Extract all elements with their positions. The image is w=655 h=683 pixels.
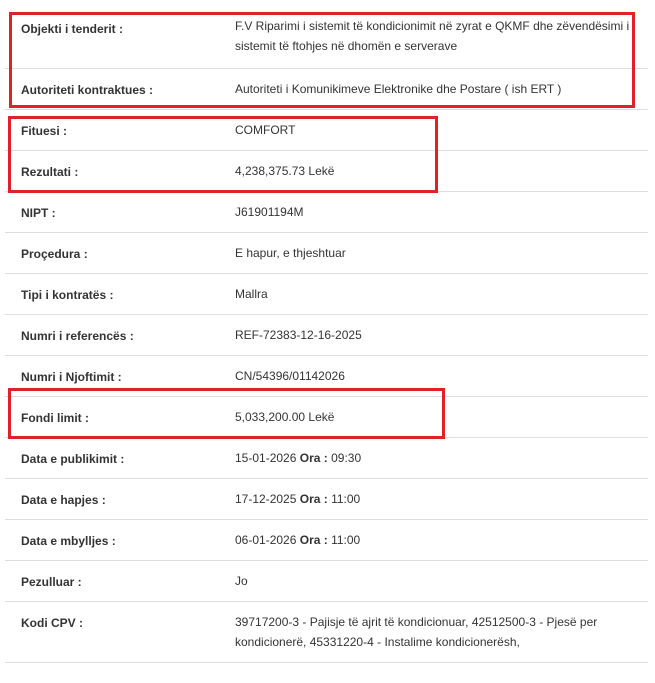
value-referenca: REF-72383-12-16-2025 xyxy=(235,328,362,342)
row-publikimi xyxy=(5,438,648,479)
value-mbyllja xyxy=(235,530,635,550)
value-hapja xyxy=(235,489,635,509)
label-referenca: Numri i referencës : xyxy=(21,329,134,343)
value-njoftimi: CN/54396/01142026 xyxy=(235,369,345,383)
row-procedura xyxy=(5,233,648,274)
row-cpv xyxy=(5,602,648,663)
publikimi-date: 15-01-2026 xyxy=(235,451,297,465)
label-pezulluar: Pezulluar : xyxy=(21,575,82,589)
label-mbyllja: Data e mbylljes : xyxy=(21,534,116,548)
label-fondi: Fondi limit : xyxy=(21,411,89,425)
row-tipi xyxy=(5,274,648,315)
label-rezultati: Rezultati : xyxy=(21,165,79,179)
label-hapja: Data e hapjes : xyxy=(21,493,106,507)
label-nipt: NIPT : xyxy=(21,206,56,220)
hapja-ora-label: Ora : xyxy=(299,492,328,506)
label-procedura: Proçedura : xyxy=(21,247,88,261)
mbyllja-date: 06-01-2026 xyxy=(235,533,297,547)
label-publikimi: Data e publikimit : xyxy=(21,452,125,466)
row-rezultati xyxy=(5,151,648,192)
row-objekti xyxy=(5,5,648,69)
row-fondi xyxy=(5,397,648,438)
hapja-date: 17-12-2025 xyxy=(235,492,297,506)
value-cpv: 39717200-3 - Pajisje të ajrit të kondicionuar, 42512500-3 - Pjesë per kondicionerë, 45331220-4 - Instalime kondicionerësh, xyxy=(235,615,598,649)
row-fituesi xyxy=(5,110,648,151)
hapja-time: 11:00 xyxy=(331,492,361,506)
value-rezultati: 4,238,375.73 Lekë xyxy=(235,164,335,178)
value-publikimi xyxy=(235,448,635,468)
value-nipt: J61901194M xyxy=(235,205,304,219)
label-cpv: Kodi CPV : xyxy=(21,616,83,630)
value-autoriteti: Autoriteti i Komunikimeve Elektronike dhe Postare ( ish ERT ) xyxy=(235,82,562,96)
value-pezulluar: Jo xyxy=(235,574,248,588)
label-njoftimi: Numri i Njoftimit : xyxy=(21,370,122,384)
row-autoriteti xyxy=(5,69,648,110)
row-hapja xyxy=(5,479,648,520)
publikimi-time: 09:30 xyxy=(331,451,362,465)
value-fituesi: COMFORT xyxy=(235,123,296,137)
row-mbyllja xyxy=(5,520,648,561)
value-procedura: E hapur, e thjeshtuar xyxy=(235,246,346,260)
row-njoftimi xyxy=(5,356,648,397)
label-tipi: Tipi i kontratës : xyxy=(21,288,114,302)
label-fituesi: Fituesi : xyxy=(21,124,68,138)
value-fondi: 5,033,200.00 Lekë xyxy=(235,410,335,424)
label-autoriteti: Autoriteti kontraktues : xyxy=(21,83,154,97)
value-objekti: F.V Riparimi i sistemit të kondicionimit në zyrat e QKMF dhe zëvendësimi i sistemit të ftohjes në dhomën e serverave xyxy=(235,19,630,53)
row-nipt xyxy=(5,192,648,233)
label-objekti: Objekti i tenderit : xyxy=(21,22,124,36)
publikimi-ora-label: Ora : xyxy=(299,451,328,465)
value-tipi: Mallra xyxy=(235,287,268,301)
row-pezulluar xyxy=(5,561,648,602)
mbyllja-time: 11:00 xyxy=(331,533,361,547)
mbyllja-ora-label: Ora : xyxy=(299,533,328,547)
row-referenca xyxy=(5,315,648,356)
